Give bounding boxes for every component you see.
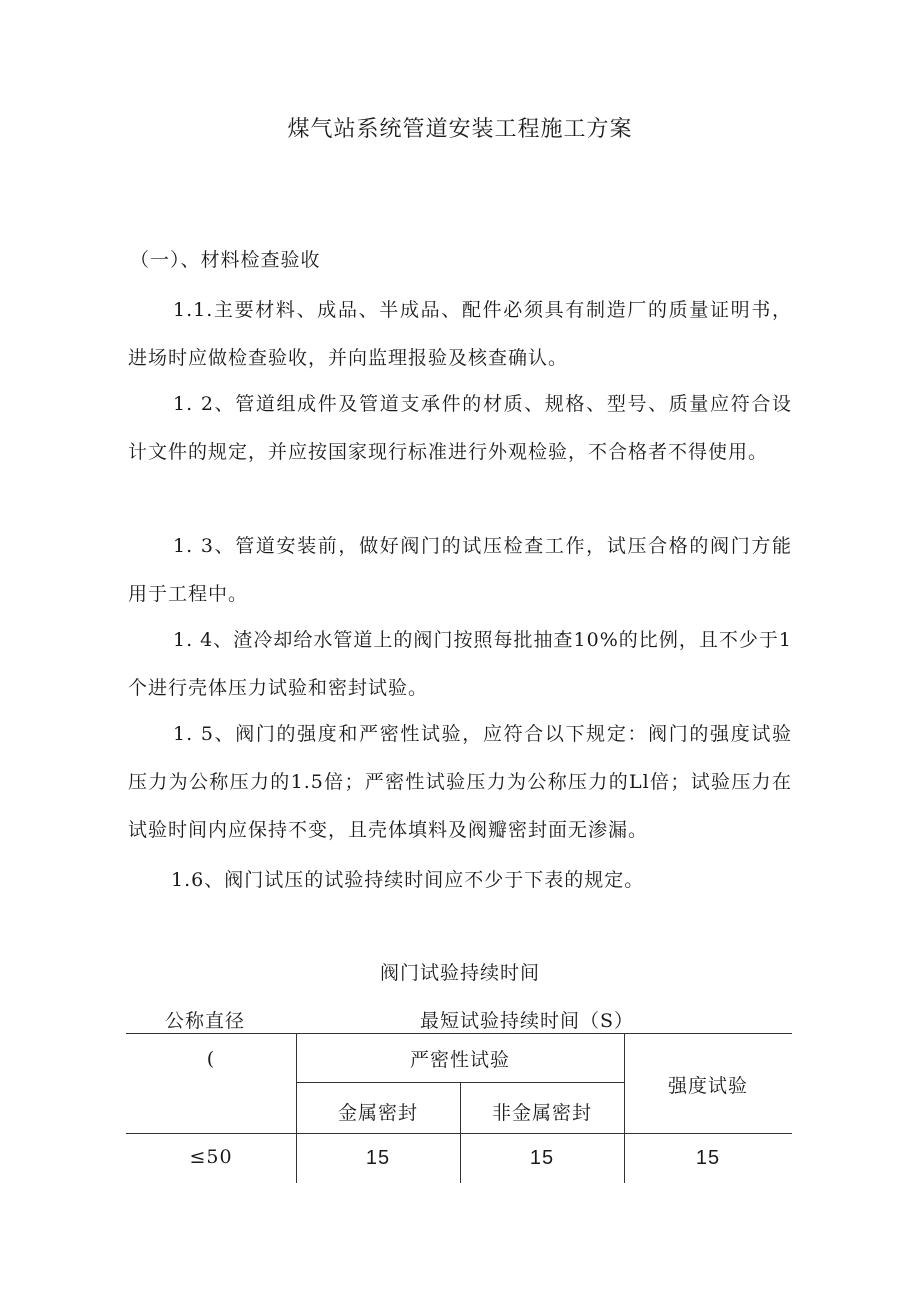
metal-seal-header: 金属密封 [337,1102,418,1124]
header-min-duration: 最短试验持续时间（S） [420,1010,635,1032]
table-top-rule [126,1033,792,1034]
strength-test-header: 强度试验 [667,1075,748,1097]
document-title: 煤气站系统管道安装工程施工方案 [287,117,633,142]
header-nominal-diameter: 公称直径 [165,1010,246,1032]
tightness-test-header: 严密性试验 [409,1049,510,1071]
paren-cell: ( [206,1048,216,1070]
row-strength-value: 15 [695,1147,721,1169]
paragraph-1-6: 1.6、阀门试压的试验持续时间应不少于下表的规定。 [171,869,645,891]
paragraph-1-3: 1. 3、管道安装前，做好阀门的试压检查工作，试压合格的阀门方能用于工程中。 [128,535,792,605]
row-metal-seal-value: 15 [365,1147,391,1169]
table-header-bottom-rule [126,1133,792,1134]
paragraph-1-5: 1. 5、阀门的强度和严密性试验，应符合以下规定：阀门的强度试验压力为公称压力的1.5倍；严密性试验压力为公称压力的Ll倍；试验压力在试验时间内应保持不变，且壳体填料及阀瓣密封面无渗漏。 [128,723,792,841]
section-heading: （一）、材料检查验收 [130,249,321,271]
paragraph-1-4: 1. 4、渣冷却给水管道上的阀门按照每批抽查10%的比例，且不少于1个进行壳体压力试验和密封试验。 [128,629,792,699]
table-caption: 阀门试验持续时间 [379,962,540,984]
paragraph-1-2: 1. 2、管道组成件及管道支承件的材质、规格、型号、质量应符合设计文件的规定，并应按国家现行标准进行外观检验，不合格者不得使用。 [128,393,792,463]
nonmetal-seal-header: 非金属密封 [491,1102,592,1124]
paragraph-1-1: 1.1.主要材料、成品、半成品、配件必须具有制造厂的质量证明书，进场时应做检查验收，并向监理报验及核查确认。 [128,299,792,369]
row-diameter: ≤50 [189,1146,233,1168]
row-nonmetal-seal-value: 15 [529,1147,555,1169]
